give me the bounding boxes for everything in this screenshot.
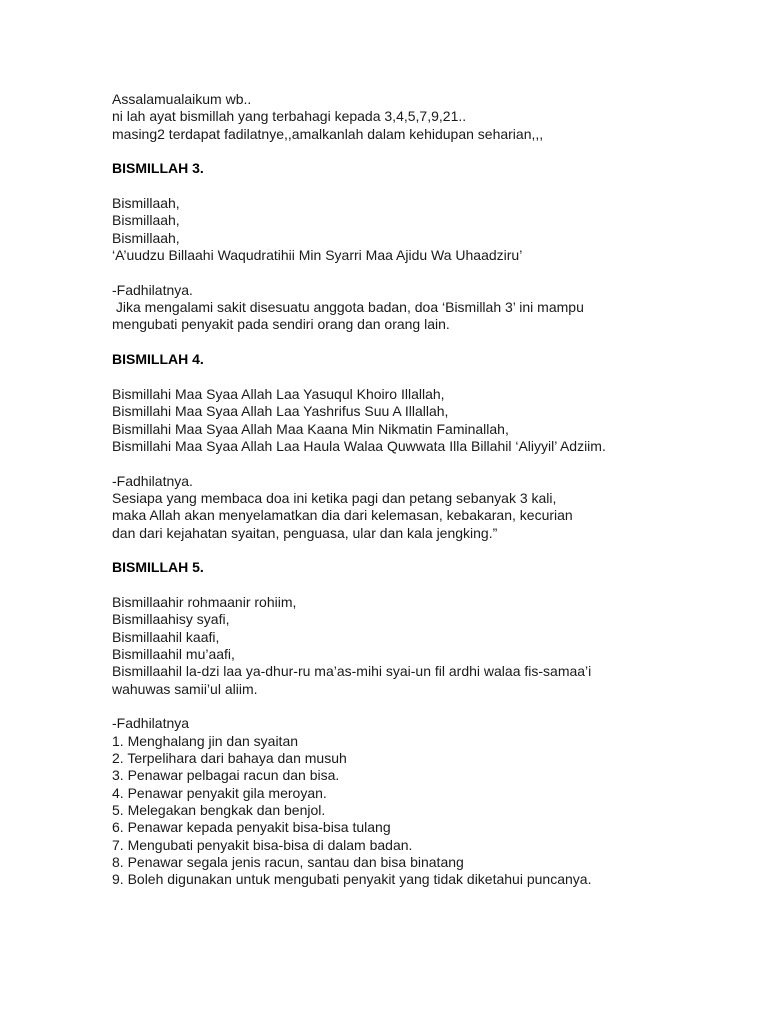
fadhilat-line: -Fadhilatnya.: [112, 472, 193, 489]
section-heading: BISMILLAH 4.: [112, 351, 204, 368]
fadhilat-line: 3. Penawar pelbagai racun dan bisa.: [112, 767, 340, 784]
doa-line: Bismillaahil mu’aafi,: [112, 646, 235, 662]
fadhilat-line: 5. Melegakan bengkak dan benjol.: [112, 802, 326, 819]
doa-line: Bismillaahisy syafi,: [112, 611, 230, 628]
doa-line: Bismillahi Maa Syaa Allah Maa Kaana Min Nikmatin Faminallah,: [112, 420, 509, 437]
blank-line: [112, 542, 752, 559]
blank-line: [112, 334, 752, 351]
fadhilat-line: -Fadhilatnya: [112, 715, 190, 732]
doa-line: ‘A’uudzu Billaahi Waqudratihii Min Syarri Maa Ajidu Wa Uhaadziru’: [112, 247, 523, 264]
intro-line: masing2 terdapat fadilatnye,,amalkanlah dalam kehidupan seharian,,,: [112, 125, 544, 142]
fadhilat-line: 6. Penawar kepada penyakit bisa-bisa tulang: [112, 819, 391, 836]
blank-line: [112, 178, 752, 195]
blank-line: [112, 143, 752, 160]
doa-line: Bismillahi Maa Syaa Allah Laa Haula Walaa Quwwata Illa Billahil ‘Aliyyil’ Adziim.: [112, 437, 606, 454]
fadhilat-line: 7. Mengubati penyakit bisa-bisa di dalam badan.: [112, 836, 413, 853]
fadhilat-line: mengubati penyakit pada sendiri orang dan orang lain.: [112, 316, 450, 333]
fadhilat-line: maka Allah akan menyelamatkan dia dari kelemasan, kebakaran, kecurian: [112, 507, 573, 524]
doa-line: Bismillaahil kaafi,: [112, 628, 220, 645]
fadhilat-line: 1. Menghalang jin dan syaitan: [112, 732, 299, 749]
doa-line: Bismillaah,: [112, 195, 180, 212]
fadhilat-line: Jika mengalami sakit disesuatu anggota badan, doa ‘Bismillah 3’ ini mampu: [112, 299, 584, 316]
document-body: [112, 91, 752, 889]
blank-line: [112, 455, 752, 472]
doa-line: Bismillaahir rohmaanir rohiim,: [112, 593, 297, 610]
fadhilat-line: 8. Penawar segala jenis racun, santau dan bisa binatang: [112, 854, 464, 871]
intro-line: ni lah ayat bismillah yang terbahagi kepada 3,4,5,7,9,21..: [112, 108, 467, 125]
fadhilat-line: dan dari kejahatan syaitan, penguasa, ular dan kala jengking.”: [112, 524, 498, 541]
fadhilat-line: -Fadhilatnya.: [112, 281, 193, 298]
doa-line: Bismillaah,: [112, 229, 180, 246]
blank-line: [112, 577, 752, 594]
blank-line: [112, 264, 752, 281]
blank-line: [112, 369, 752, 386]
fadhilat-line: Sesiapa yang membaca doa ini ketika pagi dan petang sebanyak 3 kali,: [112, 489, 557, 506]
section-heading: BISMILLAH 3.: [112, 160, 204, 177]
doa-line: wahuwas samii’ul aliim.: [112, 680, 258, 697]
doa-line: Bismillahi Maa Syaa Allah Laa Yashrifus Suu A Illallah,: [112, 403, 449, 420]
doa-line: Bismillahi Maa Syaa Allah Laa Yasuqul Khoiro Illallah,: [112, 385, 445, 402]
fadhilat-line: 9. Boleh digunakan untuk mengubati penyakit yang tidak diketahui puncanya.: [112, 871, 592, 888]
doa-line: Bismillaahil la-dzi laa ya-dhur-ru ma’as-mihi syai-un fil ardhi walaa fis-samaa’i: [112, 663, 592, 680]
section-heading: BISMILLAH 5.: [112, 559, 204, 576]
blank-line: [112, 698, 752, 715]
doa-line: Bismillaah,: [112, 212, 180, 229]
fadhilat-line: 4. Penawar penyakit gila meroyan.: [112, 784, 327, 801]
intro-line: Assalamualaikum wb..: [112, 91, 252, 107]
fadhilat-line: 2. Terpelihara dari bahaya dan musuh: [112, 750, 347, 767]
